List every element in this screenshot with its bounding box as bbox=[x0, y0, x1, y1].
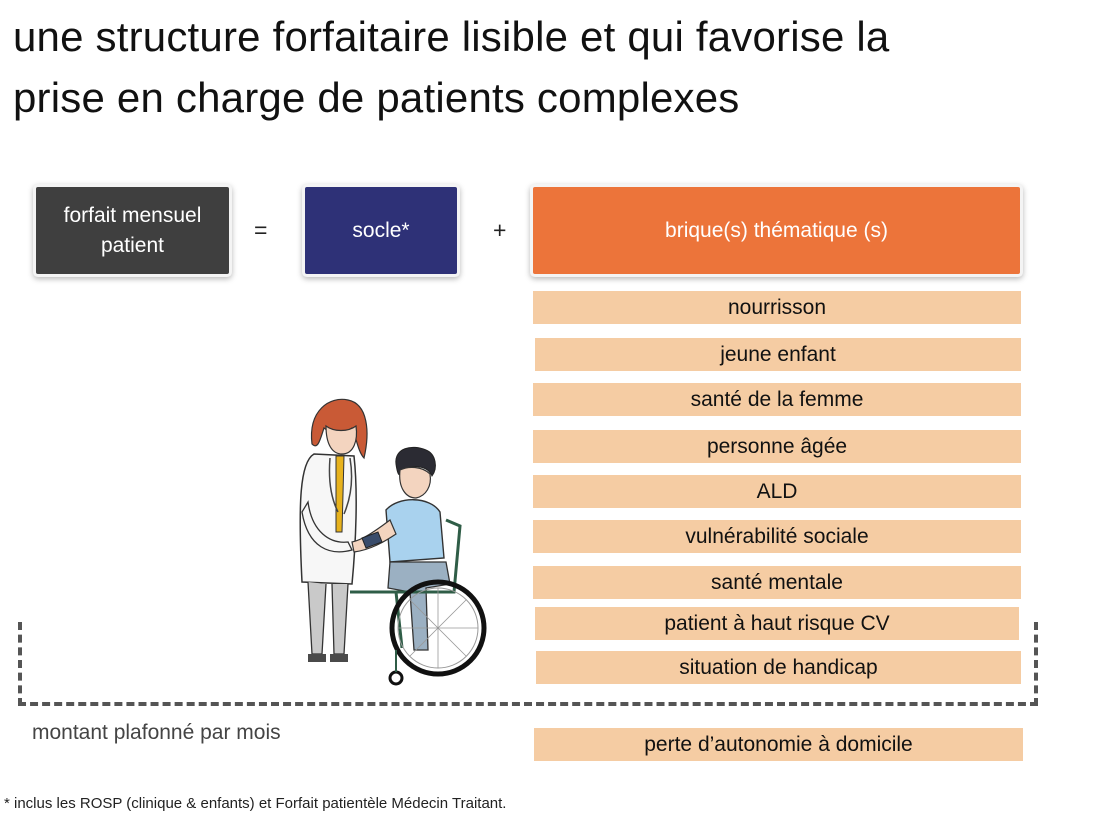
footnote: * inclus les ROSP (clinique & enfants) et Forfait patientèle Médecin Traitant. bbox=[4, 795, 507, 812]
socle-label: socle* bbox=[352, 218, 410, 242]
brique-item-perte-autonomie: perte d’autonomie à domicile bbox=[534, 728, 1023, 761]
brique-item-situation-handicap: situation de handicap bbox=[536, 651, 1021, 684]
title-line-2: prise en charge de patients complexes bbox=[13, 74, 740, 121]
title-line-1: une structure forfaitaire lisible et qui favorise la bbox=[13, 13, 890, 60]
brique-item-sante-mentale: santé mentale bbox=[533, 566, 1021, 599]
brique-item-ald: ALD bbox=[533, 475, 1021, 508]
brique-item-haut-risque-cv: patient à haut risque CV bbox=[535, 607, 1019, 640]
doctor-patient-illustration bbox=[278, 392, 494, 690]
socle-box bbox=[305, 187, 457, 274]
cap-label: montant plafonné par mois bbox=[32, 721, 281, 744]
cap-dashed-bracket bbox=[18, 622, 1038, 706]
brique-item-nourrisson: nourrisson bbox=[533, 291, 1021, 324]
brique-item-vulnerabilite-sociale: vulnérabilité sociale bbox=[533, 520, 1021, 553]
brique-item-personne-agee: personne âgée bbox=[533, 430, 1021, 463]
equals-sign: = bbox=[254, 217, 268, 243]
brique-item-jeune-enfant: jeune enfant bbox=[535, 338, 1021, 371]
plus-sign: + bbox=[493, 217, 507, 243]
forfait-box bbox=[36, 187, 229, 274]
brique-label: brique(s) thématique (s) bbox=[665, 218, 888, 242]
forfait-label-line-2: patient bbox=[100, 233, 165, 257]
forfait-label-line-1: forfait mensuel bbox=[63, 203, 202, 227]
page-title bbox=[13, 6, 1073, 128]
brique-box bbox=[533, 187, 1020, 274]
brique-item-sante-femme: santé de la femme bbox=[533, 383, 1021, 416]
